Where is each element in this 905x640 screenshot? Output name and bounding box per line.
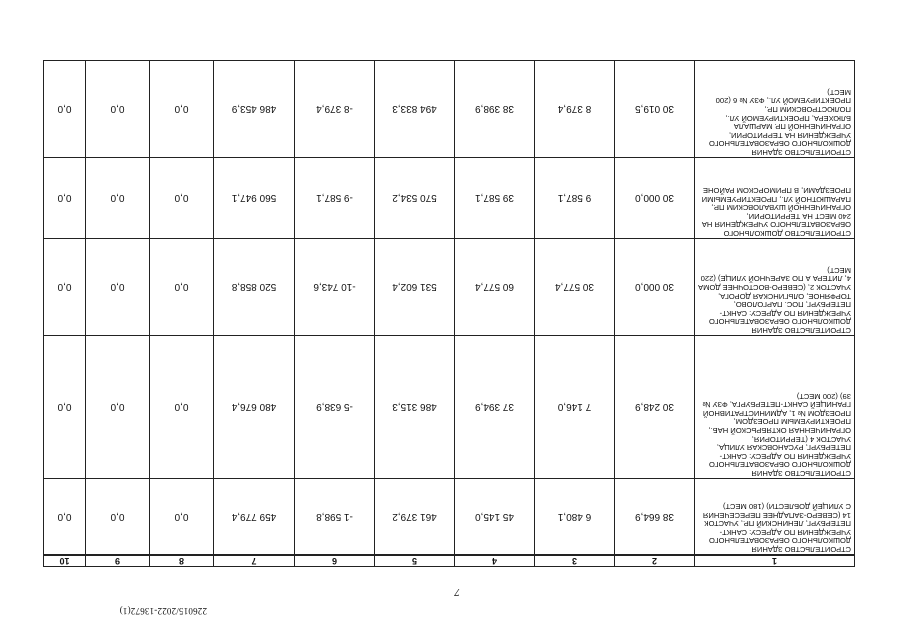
value-cell: 494 833,3 [375,61,455,158]
value-cell: 45 145,0 [455,479,535,556]
value-cell: 30 248,9 [615,336,695,479]
object-name-cell: СТРОИТЕЛЬСТВО ЗДАНИЯ ДОШКОЛЬНОГО ОБРАЗОВАТЕЛЬНОГО УЧРЕЖДЕНИЯ НА ТЕРРИТОРИИ, ОГРАНИЧЕННОЙ ПР. МАРШАЛА БЛЮХЕРА, ПРОЕКТИРУЕМОЙ УЛ., ПОЛЮСТРОВСКИМ ПР., ПРОЕКТИРУЕМОЙ УЛ., ФЗУ № 6 (200 МЕСТ) [695,61,855,158]
value-cell: 0,0 [150,479,214,556]
table-row [44,479,855,556]
value-cell: 0,0 [44,61,86,158]
value-cell: 38 664,9 [615,479,695,556]
value-cell: 30 019,5 [615,61,695,158]
value-cell: 30 000,0 [615,239,695,336]
value-cell: 486 315,3 [375,336,455,479]
value-cell: 461 379,2 [375,479,455,556]
column-number-cell: 6 [295,555,375,567]
value-cell: 570 534,2 [375,158,455,239]
value-cell: 8 379,4 [535,61,615,158]
value-cell: 9 587,1 [535,158,615,239]
value-cell: 0,0 [86,158,150,239]
value-cell: 7 146,0 [535,336,615,479]
table-row [44,239,855,336]
column-number-cell: 9 [86,555,150,567]
value-cell: -10 743,6 [295,239,375,336]
value-cell: 38 398,9 [455,61,535,158]
value-cell: 0,0 [150,61,214,158]
value-cell: 0,0 [150,336,214,479]
value-cell: 531 602,4 [375,239,455,336]
value-cell: 459 779,4 [214,479,295,556]
value-cell: 0,0 [86,479,150,556]
value-cell: 30 577,4 [535,239,615,336]
column-number-cell: 10 [44,555,86,567]
column-number-cell: 8 [150,555,214,567]
value-cell: 0,0 [150,239,214,336]
document-id: 226015/2022-13672(1) [119,606,207,616]
value-cell: 37 394,9 [455,336,535,479]
column-number-cell: 4 [455,555,535,567]
value-cell: 0,0 [44,336,86,479]
budget-table [43,60,855,567]
value-cell: -8 379,4 [295,61,375,158]
column-number-cell: 3 [535,555,615,567]
value-cell: 0,0 [86,336,150,479]
table-row [44,61,855,158]
column-number-cell: 2 [615,555,695,567]
object-name-cell: СТРОИТЕЛЬСТВО ЗДАНИЯ ДОШКОЛЬНОГО ОБРАЗОВАТЕЛЬНОГО УЧРЕЖДЕНИЯ ПО АДРЕСУ: САНКТ-ПЕТЕРБУРГ, ЛЕНИНСКИЙ ПР., УЧАСТОК 14 (СЕВЕРО-ЗАПАДНЕЕ ПЕРЕСЕЧЕНИЯ С УЛИЦЕЙ ДОБЛЕСТИ) (180 МЕСТ) [695,479,855,556]
table-row [44,158,855,239]
value-cell: 0,0 [86,61,150,158]
value-cell: 60 577,4 [455,239,535,336]
value-cell: 486 453,9 [214,61,295,158]
object-name-cell: СТРОИТЕЛЬСТВО ЗДАНИЯ ДОШКОЛЬНОГО ОБРАЗОВАТЕЛЬНОГО УЧРЕЖДЕНИЯ ПО АДРЕСУ: САНКТ-ПЕТЕРБУРГ, ПОС. ПАРГОЛОВО, ТОРФЯНОЕ, ОЛЬГИНСКАЯ ДОРОГА, УЧАСТОК 2, (СЕВЕРО-ВОСТОЧНЕЕ ДОМА 4, ЛИТЕРА А ПО ЗАРЕЧНОЙ УЛИЦЕ) (220 МЕСТ) [695,239,855,336]
object-name-cell: СТРОИТЕЛЬСТВО ЗДАНИЯ ДОШКОЛЬНОГО ОБРАЗОВАТЕЛЬНОГО УЧРЕЖДЕНИЯ ПО АДРЕСУ: САНКТ-ПЕТЕРБУРГ, РУСАНОВСКАЯ УЛИЦА, УЧАСТОК 4 (ТЕРРИТОРИЯ, ОГРАНИЧЕННАЯ ОКТЯБРЬСКОЙ НАБ., ПРОЕКТИРУЕМЫМ ПРОЕЗДОМ, ПРОЕЗДОМ № 1, АДМИНИСТРАТИВНОЙ ГРАНИЦЕЙ САНКТ-ПЕТЕРБУРГА, ФЗУ № 39) (200 МЕСТ) [695,336,855,479]
value-cell: -5 638,9 [295,336,375,479]
value-cell: 0,0 [44,479,86,556]
value-cell: 0,0 [86,239,150,336]
value-cell: 6 480,1 [535,479,615,556]
column-number-cell: 5 [375,555,455,567]
value-cell: 0,0 [44,158,86,239]
column-number-cell: 1 [695,555,855,567]
column-number-header-row [44,555,855,567]
column-number-cell: 7 [214,555,295,567]
value-cell: 560 947,1 [214,158,295,239]
value-cell: -9 587,1 [295,158,375,239]
object-name-cell: СТРОИТЕЛЬСТВО ДОШКОЛЬНОГО ОБРАЗОВАТЕЛЬНОГО УЧРЕЖДЕНИЯ НА 240 МЕСТ НА ТЕРРИТОРИИ, ОГРАНИЧЕННОЙ ШУВАЛОВСКИМ ПР., ПАРАШЮТНОЙ УЛ., ПРОЕКТИРУЕМЫМИ ПРОЕЗДАМИ, В ПРИМОРСКОМ РАЙОНЕ [695,158,855,239]
value-cell: 30 000,0 [615,158,695,239]
value-cell: 520 858,8 [214,239,295,336]
value-cell: 0,0 [44,239,86,336]
value-cell: 39 587,1 [455,158,535,239]
value-cell: -1 598,8 [295,479,375,556]
value-cell: 480 676,4 [214,336,295,479]
page-number: 7 [454,586,460,598]
table-row [44,336,855,479]
value-cell: 0,0 [150,158,214,239]
